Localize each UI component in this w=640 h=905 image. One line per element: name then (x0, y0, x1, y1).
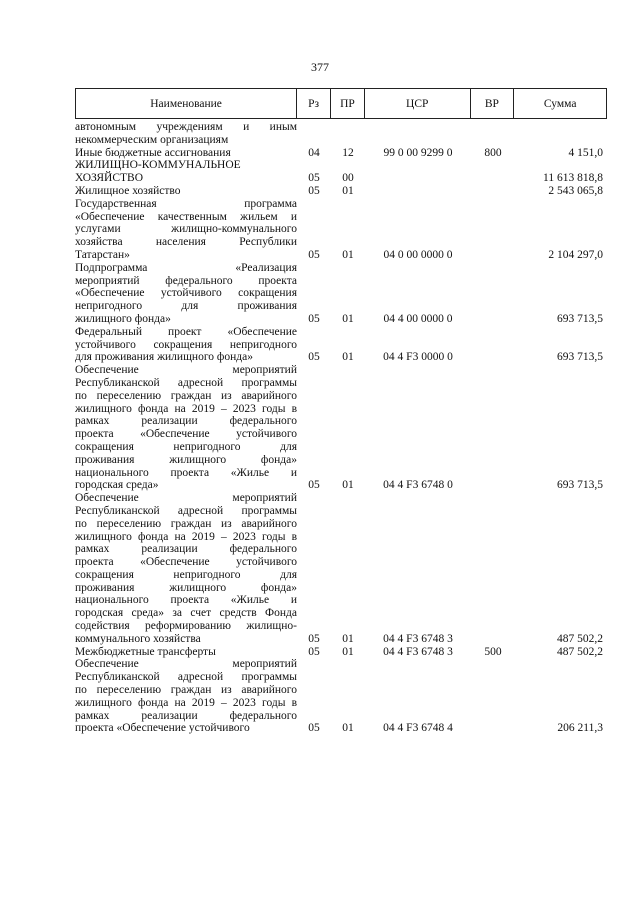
row-name-line: мероприятий федерального проекта (75, 274, 297, 287)
row-name-line: хозяйства населения Республики (75, 236, 297, 249)
row-rz: 05 (308, 184, 320, 197)
table-row (75, 364, 607, 492)
row-name-line: Федеральный проект «Обеспечение (75, 325, 297, 338)
row-name-line: проекта «Обеспечение устойчивого (75, 428, 297, 441)
row-sum: 2 104 297,0 (548, 248, 603, 261)
row-pr: 01 (342, 479, 354, 492)
row-name-line: «Обеспечение устойчивого сокращения (75, 287, 297, 300)
row-name-line: Республиканской адресной программы (75, 671, 297, 684)
column-header-name: Наименование (76, 89, 297, 118)
row-rz: 05 (308, 722, 320, 735)
row-rz: 05 (308, 248, 320, 261)
row-name-line: рамках реализации федерального (75, 415, 297, 428)
row-pr: 01 (342, 351, 354, 364)
column-header-rz: Рз (297, 89, 331, 118)
row-sum: 693 713,5 (557, 351, 603, 364)
row-name-line: сокращения непригодного для (75, 568, 297, 581)
page-number: 377 (311, 60, 329, 74)
row-csr: 04 4 00 0000 0 (383, 312, 453, 325)
row-csr: 04 4 F3 6748 0 (383, 479, 453, 492)
row-name-line: Татарстан» (75, 248, 130, 261)
row-name (75, 326, 297, 364)
table-row (75, 658, 607, 735)
table-row (75, 159, 607, 185)
budget-table (75, 121, 607, 735)
row-pr: 01 (342, 248, 354, 261)
row-name-line: городская среда» (75, 479, 159, 492)
row-name (75, 185, 297, 198)
row-pr: 01 (342, 312, 354, 325)
table-row (75, 198, 607, 262)
row-csr: 99 0 00 9299 0 (383, 146, 453, 159)
row-name-line: непригодного для проживания (75, 300, 297, 313)
column-header-pr: ПР (331, 89, 365, 118)
row-name-line: услугами жилищно-коммунального (75, 223, 297, 236)
row-name-line: ЖИЛИЩНО-КОММУНАЛЬНОЕ (75, 159, 241, 172)
row-sum: 693 713,5 (557, 479, 603, 492)
row-name-line: проекта «Обеспечение устойчивого (75, 556, 297, 569)
row-rz: 05 (308, 172, 320, 185)
row-name (75, 198, 297, 262)
row-csr: 04 4 F3 6748 3 (383, 645, 453, 658)
row-sum: 693 713,5 (557, 312, 603, 325)
row-csr: 04 4 F3 6748 4 (383, 722, 453, 735)
row-name-line: жилищного фонда на 2019 – 2023 годы в (75, 530, 297, 543)
row-name-line: Жилищное хозяйство (75, 184, 181, 197)
row-rz: 05 (308, 312, 320, 325)
row-name-line: содействия реформированию жилищно- (75, 620, 297, 633)
row-sum: 487 502,2 (557, 645, 603, 658)
row-pr: 01 (342, 722, 354, 735)
row-name (75, 492, 297, 646)
column-header-vr: ВР (471, 89, 515, 118)
row-name-line: проекта «Обеспечение устойчивого (75, 722, 250, 735)
row-name-line: устойчивого сокращения непригодного (75, 338, 297, 351)
row-sum: 2 543 065,8 (548, 184, 603, 197)
table-row (75, 262, 607, 326)
row-rz: 05 (308, 479, 320, 492)
column-header-csr: ЦСР (365, 89, 471, 118)
row-name-line: автономным учреждениям и иным (75, 121, 297, 133)
row-name-line: по переселению граждан из аварийного (75, 389, 297, 402)
column-header-sum: Сумма (543, 97, 577, 110)
row-name-line: для проживания жилищного фонда» (75, 351, 253, 364)
row-name-line: Республиканской адресной программы (75, 376, 297, 389)
row-csr: 04 0 00 0000 0 (383, 248, 453, 261)
row-name-line: национального проекта «Жилье и (75, 466, 297, 479)
row-name (75, 147, 297, 160)
row-name-line: рамках реализации федерального (75, 709, 297, 722)
table-row (75, 121, 607, 147)
row-name-line: некоммерческим организациям (75, 133, 229, 146)
row-name-line: жилищного фонда на 2019 – 2023 годы в (75, 402, 297, 415)
row-name-line: сокращения непригодного для (75, 440, 297, 453)
row-name (75, 121, 297, 147)
row-name-line: проживания жилищного фонда» (75, 453, 297, 466)
row-rz: 04 (308, 146, 320, 159)
row-sum: 4 151,0 (568, 146, 603, 159)
row-name-line: коммунального хозяйства (75, 632, 201, 645)
row-pr: 12 (342, 146, 354, 159)
row-sum: 11 613 818,8 (543, 172, 603, 185)
table-header (75, 88, 607, 119)
row-sum: 206 211,3 (557, 722, 603, 735)
row-name-line: Государственная программа (75, 197, 297, 210)
table-row (75, 492, 607, 646)
table-row (75, 147, 607, 160)
row-name-line: Республиканской адресной программы (75, 504, 297, 517)
row-name (75, 262, 297, 326)
row-vr: 500 (484, 645, 502, 658)
row-name-line: Обеспечение мероприятий (75, 364, 297, 377)
row-name-line: Обеспечение мероприятий (75, 658, 297, 671)
table-row (75, 326, 607, 364)
row-rz: 05 (308, 645, 320, 658)
row-name-line: Межбюджетные трансферты (75, 645, 216, 658)
row-rz: 05 (308, 632, 320, 645)
row-name-line: Обеспечение мероприятий (75, 492, 297, 505)
row-vr: 800 (484, 146, 502, 159)
row-pr: 01 (342, 645, 354, 658)
row-pr: 01 (342, 632, 354, 645)
row-rz: 05 (308, 351, 320, 364)
row-name (75, 658, 297, 735)
row-name-line: национального проекта «Жилье и (75, 594, 297, 607)
row-name-line: городская среда» за счет средств Фонда (75, 607, 297, 620)
table-row (75, 646, 607, 659)
row-name-line: «Обеспечение качественным жильем и (75, 210, 297, 223)
row-name-line: по переселению граждан из аварийного (75, 684, 297, 697)
row-name-line: жилищного фонда на 2019 – 2023 годы в (75, 696, 297, 709)
row-name (75, 159, 297, 185)
table-row (75, 185, 607, 198)
row-name-line: Иные бюджетные ассигнования (75, 146, 231, 159)
row-name-line: проживания жилищного фонда» (75, 581, 297, 594)
row-name (75, 646, 297, 659)
row-pr: 00 (342, 172, 354, 185)
row-name-line: ХОЗЯЙСТВО (75, 172, 143, 185)
row-name (75, 364, 297, 492)
row-name-line: по переселению граждан из аварийного (75, 517, 297, 530)
row-csr: 04 4 F3 0000 0 (383, 351, 453, 364)
row-sum: 487 502,2 (557, 632, 603, 645)
row-csr: 04 4 F3 6748 3 (383, 632, 453, 645)
row-name-line: Подпрограмма «Реализация (75, 261, 297, 274)
row-name-line: рамках реализации федерального (75, 543, 297, 556)
row-name-line: жилищного фонда» (75, 312, 171, 325)
row-pr: 01 (342, 184, 354, 197)
